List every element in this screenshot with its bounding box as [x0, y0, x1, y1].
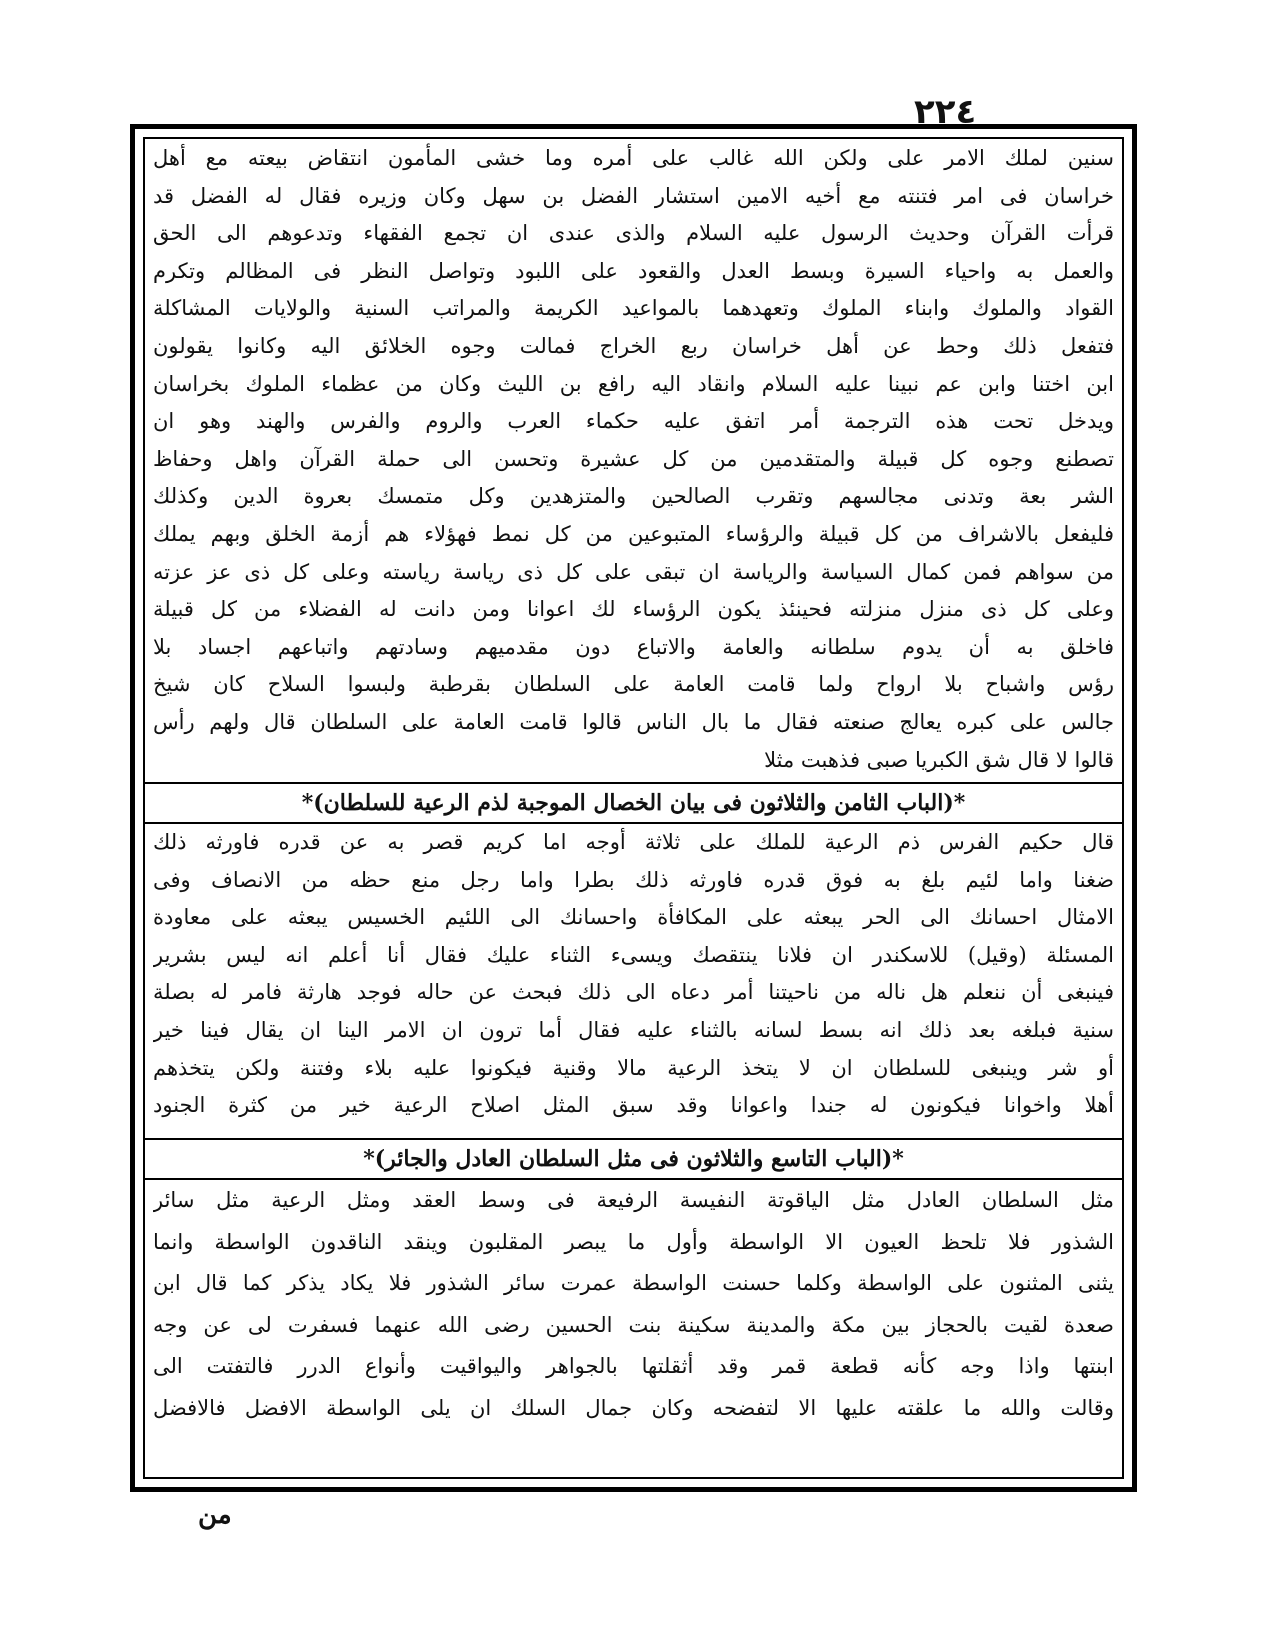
text-line: رؤس واشباح بلا ارواح ولما قامت العامة على السلطان بقرطبة ولبسوا السلاح كان شيخ	[153, 672, 1114, 697]
text-line: يثنى المثنون على الواسطة وكلما حسنت الواسطة عمرت سائر الشذور فلا يكاد يذكر كما قال ابن	[153, 1271, 1114, 1295]
chapter-heading-39: *(الباب التاسع والثلاثون فى مثل السلطان العادل والجائر)*	[145, 1138, 1122, 1180]
text-line: قال حكيم الفرس ذم الرعية للملك على ثلاثة أوجه اما كريم قصر به عن قدره فاورثه ذلك	[153, 830, 1114, 854]
text-line: وقالت والله ما علقته عليها الا لتفضحه وكان جمال السلك ان يلى الواسطة الافضل فالافضل	[153, 1395, 1114, 1420]
text-line: تصطنع وجوه كل قبيلة والمتقدمين من كل عشيرة وتحسن الى حملة القرآن واهل وحفاظ	[153, 446, 1114, 471]
text-line: فليفعل بالاشراف من كل قبيلة والرؤساء المتبوعين من كل نمط فهؤلاء هم أزمة الخلق وبهم يملك	[153, 521, 1114, 546]
text-line: جالس على كبره يعالج صنعته فقال ما بال الناس قالوا قامت العامة على السلطان قال ولهم رأس	[153, 709, 1114, 734]
text-line: فاخلق به أن يدوم سلطانه والعامة والاتباع دون مقدميهم وسادتهم واتباعهم اجساد بلا	[153, 634, 1114, 659]
text-line: أهلا واخوانا فيكونون له جندا واعوانا وقد سبق المثل اصلاح الرعية خير من كثرة الجنود	[153, 1093, 1114, 1118]
page-number: ٢٢٤	[914, 92, 977, 132]
text-line: صعدة لقيت بالحجاز بين مكة والمدينة سكينة بنت الحسين رضى الله عنهما فسفرت لى عن وجه	[153, 1312, 1114, 1337]
text-section-1	[145, 140, 1122, 779]
text-line: فتفعل ذلك وحط عن أهل خراسان ربع الخراج فمالت وجوه الخلائق اليه وكانوا يقولون	[153, 333, 1114, 358]
text-line: مثل السلطان العادل مثل الياقوتة النفيسة الرفيعة فى وسط العقد ومثل الرعية مثل سائر	[153, 1188, 1114, 1212]
text-line: من سواهم فمن كمال السياسة والرياسة ان تبقى على كل ذى رياسة رياسته وعلى كل ذى عز عزته	[153, 559, 1114, 584]
text-line: ضغنا واما لئيم بلغ به فوق قدره فاورثه ذلك بطرا واما رجل منع حظه من الانصاف وفى	[153, 867, 1114, 892]
catchword: من	[198, 1500, 232, 1530]
text-section-2	[145, 824, 1122, 1125]
text-line: خراسان فى امر فتنته مع أخيه الامين استشار الفضل بن سهل وكان وزيره فقال له الفضل قد	[153, 183, 1114, 208]
text-line: سنية فبلغه بعد ذلك انه بسط لسانه بالثناء عليه فقال أما ترون ان الامر الينا ان يقال فينا خير	[153, 1017, 1114, 1042]
text-line: سنين لملك الامر على ولكن الله غالب على أمره وما خشى المأمون انتقاض بيعته مع أهل	[153, 146, 1114, 170]
text-line: ويدخل تحت هذه الترجمة أمر اتفق عليه حكماء العرب والروم والفرس والهند وهو ان	[153, 409, 1114, 434]
text-line: والعمل به واحياء السيرة وبسط العدل والقعود على اللبود وتواصل النظر فى المظالم وتكرم	[153, 258, 1114, 283]
text-line: الشذور فلا تلحظ العيون الا الواسطة وأول ما يبصر المقلبون وينقد الناقدون الواسطة وانما	[153, 1229, 1114, 1254]
text-line: ابن اختنا وابن عم نبينا عليه السلام وانقاد اليه رافع بن الليث وكان من عظماء الملوك بخراسان	[153, 371, 1114, 396]
text-line: الشر بعة وتدنى مجالسهم وتقرب الصالحين والمتزهدين وكل متمسك بعروة الدين وكذلك	[153, 484, 1114, 509]
text-section-3	[145, 1180, 1122, 1429]
text-line: ابنتها واذا وجه كأنه قطعة قمر وقد أثقلتها بالجواهر واليواقيت وأنواع الدرر فالتفتت الى	[153, 1354, 1114, 1378]
text-line: فينبغى أن ننعلم هل ناله من ناحيتنا أمر دعاه الى ذلك فبحث عن حاله فوجد هارثة فامر له بصلة	[153, 980, 1114, 1005]
chapter-heading-38: *(الباب الثامن والثلاثون فى بيان الخصال الموجبة لذم الرعية للسلطان)*	[145, 782, 1122, 824]
text-line-last: قالوا لا قال شق الكبريا صبى فذهبت مثلا	[764, 747, 1114, 772]
text-line: الامثال احسانك الى الحر يبعثه على المكافأة واحسانك الى اللئيم الخسيس يبعثه على معاودة	[153, 905, 1114, 930]
text-line: وعلى كل ذى منزل منزلته فحينئذ يكون الرؤساء لك اعوانا ومن دانت له الفضلاء من كل قبيلة	[153, 597, 1114, 622]
text-line: القواد والملوك وابناء الملوك وتعهدهما بالمواعيد الكريمة والمراتب السنية والولايات المشاكلة	[153, 296, 1114, 321]
text-line: المسئلة (وقيل) للاسكندر ان فلانا ينتقصك ويسىء الثناء عليك فقال أنا أعلم انه ليس بشرير	[153, 942, 1114, 967]
text-line: أو شر وينبغى للسلطان ان لا يتخذ الرعية مالا وقنية فيكونوا عليه بلاء وفتنة ولكن يتخذهم	[153, 1055, 1114, 1080]
text-line: قرأت القرآن وحديث الرسول عليه السلام والذى عندى ان تجمع الفقهاء وتدعوهم الى الحق	[153, 221, 1114, 246]
